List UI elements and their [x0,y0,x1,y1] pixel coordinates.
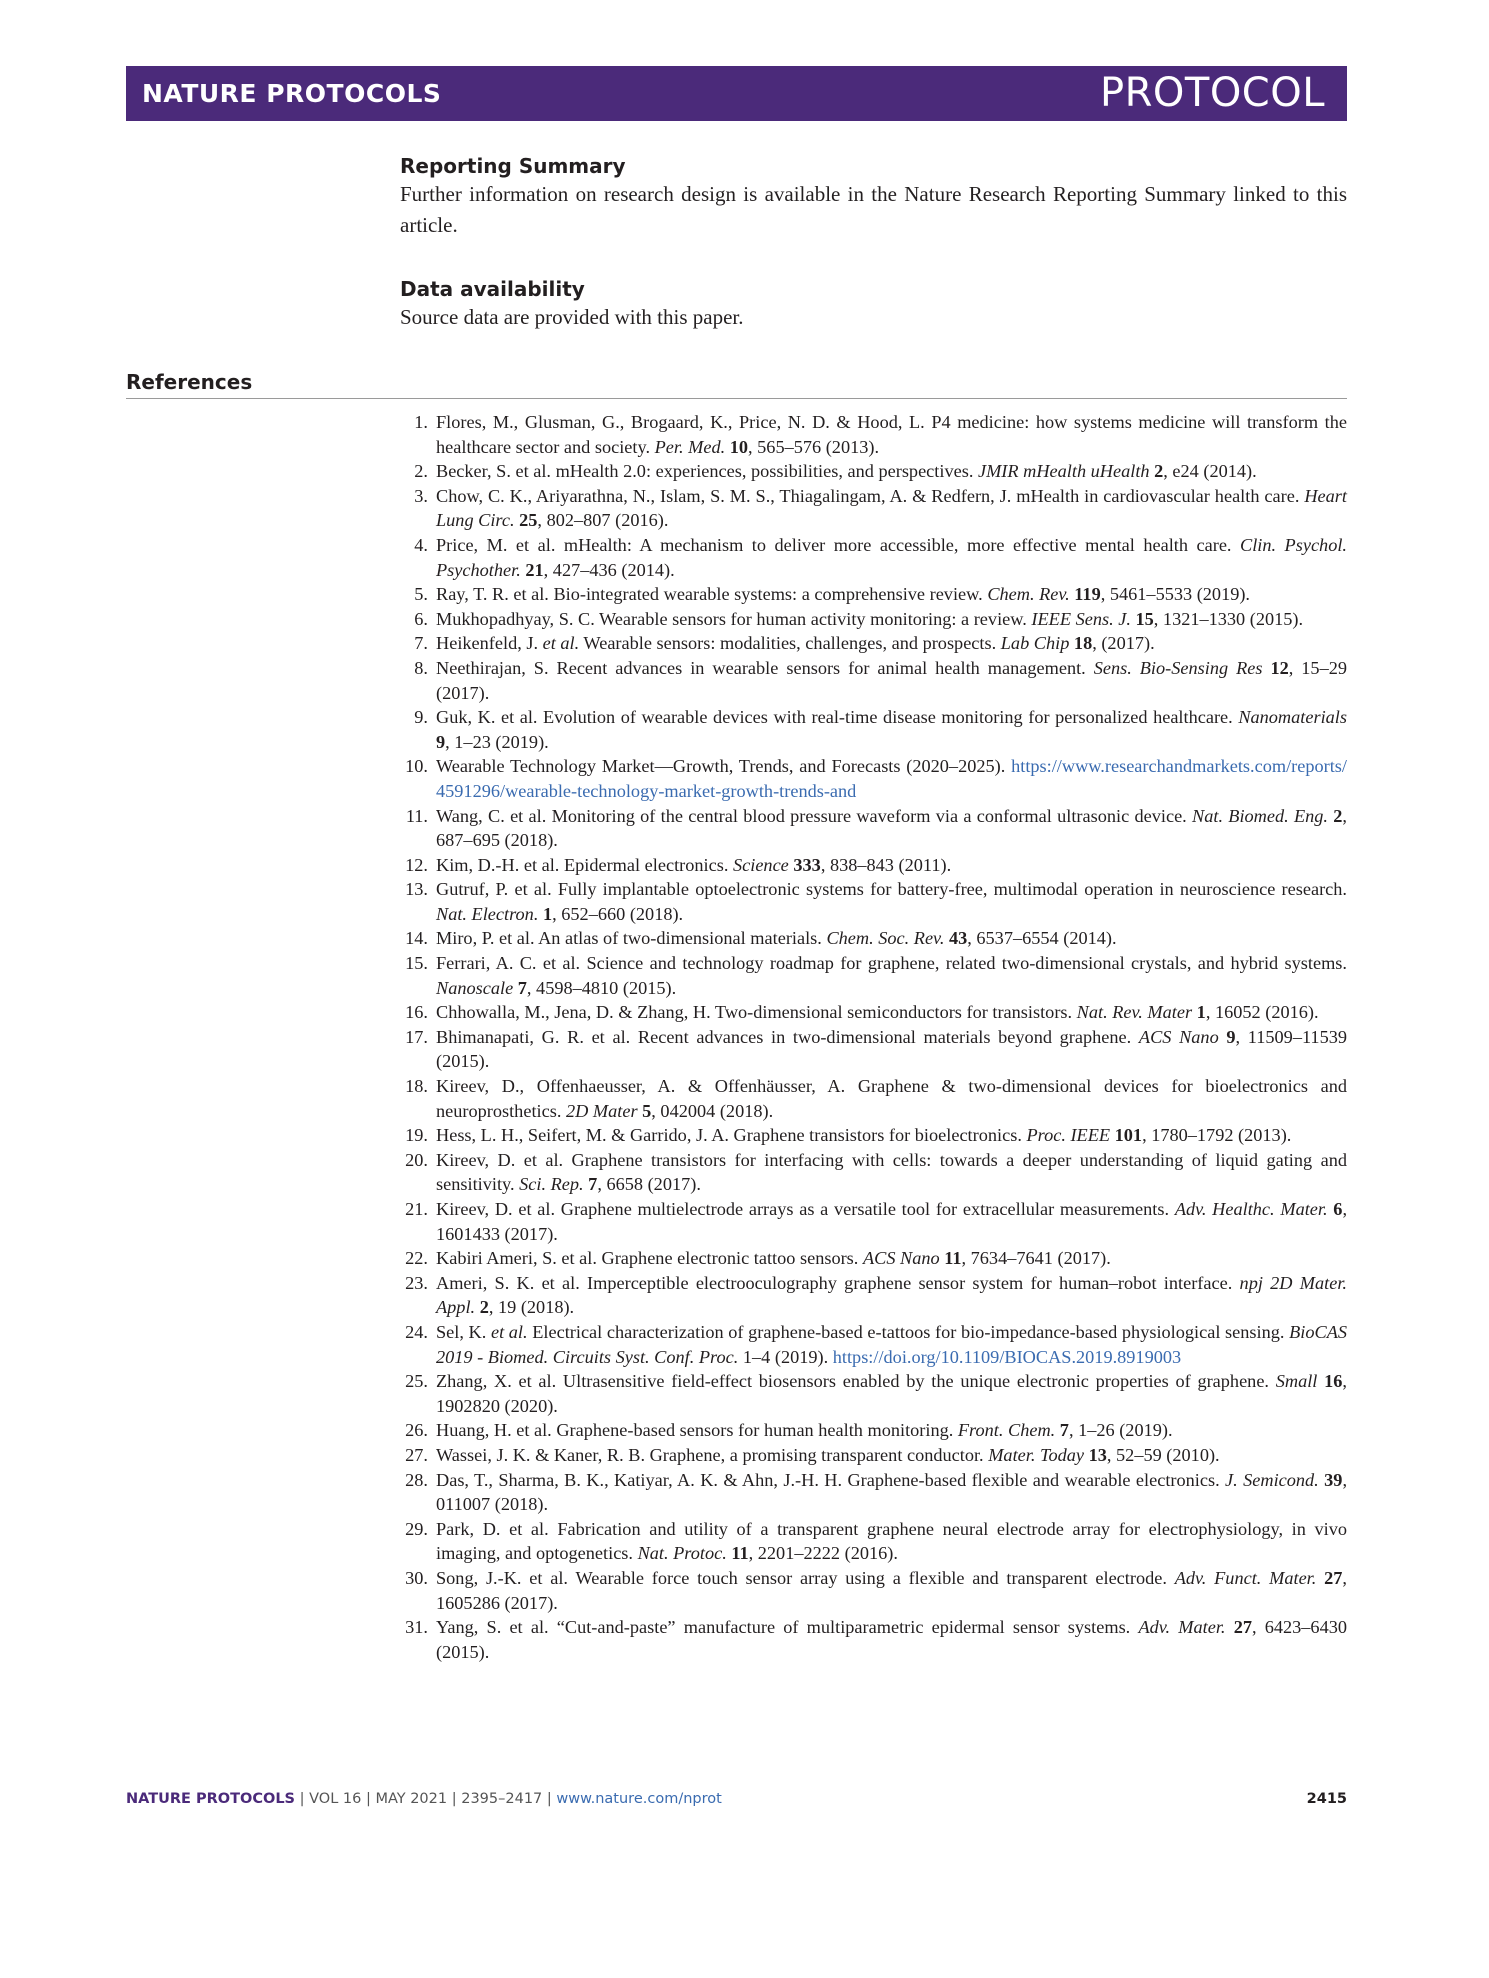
reference-text: , 011007 (2018). [436,1469,1348,1515]
reference-item [400,1197,1347,1246]
reference-italic-text: Small [1275,1371,1318,1392]
footer-url-link[interactable]: www.nature.com/nprot [556,1791,722,1807]
footer-issue: | VOL 16 | MAY 2021 | 2395–2417 | [295,1791,557,1807]
reference-text: , 5461–5533 (2019). [1100,584,1251,605]
reference-item [400,1418,1347,1443]
reference-text: , 1902820 (2020). [436,1371,1347,1416]
reference-text: , 1780–1792 (2013). [1142,1125,1292,1146]
reference-italic-text: J. Semicond. [1225,1469,1319,1490]
reference-italic-text: 2D Mater [565,1100,638,1121]
reference-number: 16. [405,1002,428,1023]
reference-text: Guk, K. et al. Evolution of wearable devices with real-time disease monitoring for personalized healthcare. [436,707,1239,728]
reference-item [400,582,1347,607]
reference-text: , 1601433 (2017). [436,1199,1348,1244]
reference-italic-text: Adv. Healthc. Mater. [1174,1199,1328,1219]
reference-italic-text: Mater. Today [988,1444,1085,1465]
reference-italic-text: Nanomaterials [1238,707,1347,728]
reference-number: 5. [414,584,428,605]
reference-number: 19. [405,1125,428,1146]
reference-number: 23. [405,1272,428,1293]
reference-item [400,1320,1347,1369]
reference-item [400,1000,1347,1025]
reference-text: , 1321–1330 (2015). [1153,608,1304,629]
reference-volume: 9 [436,731,446,752]
reference-text: , 838–843 (2011). [820,854,952,875]
reference-item [400,1566,1347,1615]
references-heading: References [126,370,253,394]
reference-number: 9. [414,707,428,728]
reference-item [400,533,1347,582]
reference-number: 7. [414,633,428,654]
reference-volume: 18 [1073,633,1093,654]
reference-volume: 119 [1074,584,1101,605]
reference-volume: 11 [731,1543,749,1564]
reference-text: Ray, T. R. et al. Bio-integrated wearable systems: a comprehensive review. [436,584,988,605]
reference-item [400,705,1347,754]
reference-number: 29. [405,1518,428,1539]
reporting-summary-section [400,153,1347,241]
reference-text: Mukhopadhyay, S. C. Wearable sensors for human activity monitoring: a review. [436,608,1032,629]
reference-number: 15. [405,953,428,974]
data-availability-text: Source data are provided with this paper. [400,305,744,329]
reference-text: Kireev, D. et al. Graphene transistors for interfacing with cells: towards a deeper understanding of liquid gating and sensitivity. [436,1149,1347,1195]
reference-number: 11. [405,805,428,826]
reference-text: Chow, C. K., Ariyarathna, N., Islam, S. M. S., Thiagalingam, A. & Redfern, J. mHealth in cardiovascular health care. [436,485,1305,506]
reference-volume: 9 [1226,1026,1236,1047]
reference-text: Wearable Technology Market—Growth, Trends, and Forecasts (2020–2025). [436,756,1012,777]
reference-italic-text: Chem. Rev. [987,584,1070,605]
reference-text: Song, J.-K. et al. Wearable force touch sensor array using a flexible and transparent electrode. [436,1567,1175,1588]
reporting-summary-text: Further information on research design is available in the Nature Research Reporting Summary linked to this article. [400,182,1347,237]
reference-item [400,1025,1347,1074]
reference-volume: 101 [1114,1125,1143,1146]
reference-volume: 39 [1324,1469,1343,1490]
reference-number: 3. [414,485,428,506]
page-number: 2415 [1306,1791,1347,1807]
reference-text: , 042004 (2018). [651,1100,774,1121]
reference-text: Huang, H. et al. Graphene-based sensors for human health monitoring. [436,1420,958,1441]
reference-italic-text: Adv. Mater. [1138,1617,1226,1638]
reference-italic-text: Per. Med. [654,436,726,457]
reference-volume: 2 [1154,461,1164,482]
reference-italic-text: npj 2D Mater. Appl. [436,1272,1347,1318]
footer-journal: NATURE PROTOCOLS [126,1791,296,1807]
reference-text: Ferrari, A. C. et al. Science and technology roadmap for graphene, related two-dimensional crystals, and hybrid systems. [436,953,1347,974]
reference-text [1316,1568,1324,1588]
footer-citation [126,1791,722,1807]
reference-italic-text: ACS Nano [862,1248,940,1269]
reference-number: 2. [414,461,428,482]
reference-text: Sel, K. [436,1321,491,1342]
reference-text: , 16052 (2016). [1205,1002,1319,1023]
reference-text: , 52–59 (2010). [1106,1444,1220,1465]
reference-volume: 333 [793,854,821,875]
reference-item [400,877,1347,926]
reference-text: , 6537–6554 (2014). [967,928,1117,949]
reference-item [400,1443,1347,1468]
reference-italic-text: Lab Chip [1000,633,1070,654]
reference-text: , 802–807 (2016). [537,510,669,531]
reference-italic-text: Nanoscale [436,977,514,998]
reference-italic-text: et al. [542,633,580,654]
reference-italic-text: Nat. Electron. [436,903,539,924]
reference-link[interactable]: https://doi.org/10.1109/BIOCAS.2019.8919003 [832,1346,1182,1367]
reference-volume: 25 [519,510,538,531]
reference-volume: 2 [1333,805,1343,826]
page-footer [126,1788,1347,1812]
reference-number: 1. [414,412,428,432]
reference-number: 6. [414,608,428,629]
reference-text: Flores, M., Glusman, G., Brogaard, K., Price, N. D. & Hood, L. P4 medicine: how systems medicine will transform the healthcare sector and society. [436,412,1347,457]
reference-number: 30. [405,1567,428,1588]
journal-banner [126,66,1347,121]
data-availability-heading: Data availability [400,277,585,301]
reference-item [400,607,1347,632]
reference-number: 22. [405,1248,428,1269]
reference-text: Wearable sensors: modalities, challenges, and prospects. [579,633,1001,654]
reference-text: Kabiri Ameri, S. et al. Graphene electronic tattoo sensors. [436,1248,863,1269]
reference-volume: 7 [588,1174,598,1195]
reference-item [400,459,1347,484]
reference-text: , 1605286 (2017). [436,1567,1347,1613]
reference-italic-text: Proc. IEEE [1026,1125,1111,1146]
reference-text: Das, T., Sharma, B. K., Katiyar, A. K. & Ahn, J.-H. H. Graphene-based flexible and wearable electronics. [436,1469,1226,1490]
reference-item [400,754,1347,803]
reference-italic-text: Nat. Biomed. Eng. [1192,805,1328,826]
reference-number: 4. [414,534,428,555]
reference-text: , (2017). [1092,633,1155,654]
reference-volume: 13 [1088,1444,1107,1465]
reference-italic-text: Front. Chem. [957,1420,1056,1441]
reference-volume: 21 [525,559,544,580]
reference-volume: 10 [729,436,749,457]
reference-text: , 15–29 (2017). [436,657,1347,703]
reference-text: , e24 (2014). [1163,461,1257,482]
reference-volume: 11 [944,1248,962,1269]
reference-volume: 1 [1196,1002,1206,1023]
reference-text: , 565–576 (2013). [748,436,880,457]
reporting-summary-heading: Reporting Summary [400,154,626,178]
reference-text: Wang, C. et al. Monitoring of the central blood pressure waveform via a conformal ultrasonic device. [436,805,1193,826]
reference-text: , 7634–7641 (2017). [961,1248,1111,1269]
reference-italic-text: Science [732,854,789,875]
reference-text: Chhowalla, M., Jena, D. & Zhang, H. Two-dimensional semiconductors for transistors. [436,1002,1077,1023]
reference-text: Heikenfeld, J. [436,633,543,654]
reference-item [400,853,1347,878]
reference-link[interactable]: https://www.researchandmarkets.com/reports/4591296/wearable-technology-market-growth-trends-and [436,756,1347,801]
reference-text: Yang, S. et al. “Cut-and-paste” manufacture of multiparametric epidermal sensor systems. [436,1617,1139,1638]
reference-item [400,1369,1347,1418]
reference-text: Kireev, D. et al. Graphene multielectrode arrays as a versatile tool for extracellular measurements. [436,1199,1175,1219]
reference-number: 20. [405,1149,428,1170]
reference-number: 13. [405,879,428,900]
reference-number: 28. [405,1469,428,1490]
reference-text: Kim, D.-H. et al. Epidermal electronics. [436,854,733,875]
reference-number: 8. [414,657,428,678]
reference-item [400,1517,1347,1566]
reference-number: 27. [405,1444,428,1465]
reference-volume: 2 [479,1297,489,1318]
reference-text: Electrical characterization of graphene-based e-tattoos for bio-impedance-based physiological sensing. [527,1321,1290,1342]
reference-number: 14. [405,928,428,949]
reference-text: Park, D. et al. Fabrication and utility of a transparent graphene neural electrode array for electrophysiology, in vivo imaging, and optogenetics. [436,1518,1347,1564]
reference-italic-text: Heart Lung Circ. [436,485,1347,531]
reference-volume: 27 [1233,1617,1252,1638]
reference-number: 24. [405,1321,428,1342]
data-availability-section [400,276,1347,333]
reference-text: Bhimanapati, G. R. et al. Recent advances in two-dimensional materials beyond graphene. [436,1026,1139,1047]
reference-text: Miro, P. et al. An atlas of two-dimensional materials. [436,928,827,949]
reference-text: , 652–660 (2018). [552,903,684,924]
reference-text: Zhang, X. et al. Ultrasensitive field-effect biosensors enabled by the unique electronic properties of graphene. [436,1371,1276,1392]
reference-text: , 2201–2222 (2016). [748,1543,898,1564]
reference-volume: 12 [1270,657,1289,678]
reference-text: , 4598–4810 (2015). [526,977,677,998]
reference-item [400,1246,1347,1271]
reference-item [400,1468,1347,1517]
reference-volume: 7 [517,977,527,998]
reference-text: Price, M. et al. mHealth: A mechanism to deliver more accessible, more effective mental health care. [436,534,1240,555]
reference-volume: 6 [1333,1199,1343,1219]
reference-text [1226,1617,1234,1637]
reference-text: , 1–26 (2019). [1068,1420,1173,1441]
reference-volume: 7 [1059,1420,1069,1441]
reference-italic-text: Sens. Bio-Sensing Res [1093,657,1263,678]
reference-italic-text: Nat. Rev. Mater [1076,1002,1193,1023]
reference-number: 31. [405,1617,428,1638]
reference-italic-text: IEEE Sens. J. [1031,608,1131,629]
reference-item [400,951,1347,1000]
reference-text: Gutruf, P. et al. Fully implantable optoelectronic systems for battery-free, multimodal operation in neuroscience research. [436,879,1347,900]
reference-volume: 1 [542,903,553,924]
reference-item [400,484,1347,533]
reference-text: , 6423–6430 (2015). [436,1617,1347,1662]
reference-text: Ameri, S. K. et al. Imperceptible electrooculography graphene sensor system for human–robot interface. [436,1272,1240,1293]
reference-italic-text: Sci. Rep. [519,1174,584,1195]
reference-italic-text: Nat. Protoc. [637,1543,727,1564]
reference-text: Becker, S. et al. mHealth 2.0: experiences, possibilities, and perspectives. [436,461,978,482]
reference-text: , 687–695 (2018). [436,805,1347,851]
reference-italic-text: Clin. Psychol. Psychother. [436,534,1347,580]
reference-item [400,656,1347,705]
reference-italic-text: Chem. Soc. Rev. [826,928,945,949]
reference-text: , 6658 (2017). [597,1174,701,1195]
reference-text: Wassei, J. K. & Kaner, R. B. Graphene, a promising transparent conductor. [436,1444,989,1465]
reference-italic-text: et al. [490,1321,528,1342]
reference-volume: 27 [1324,1567,1343,1588]
reference-item [400,1123,1347,1148]
reference-number: 10. [405,756,428,777]
reference-text: 1–4 (2019). [738,1346,833,1367]
reference-volume: 15 [1135,608,1154,629]
reference-number: 18. [405,1076,428,1097]
reference-item [400,1271,1347,1320]
references-divider [126,398,1347,399]
reference-text: , 1–23 (2019). [445,731,549,752]
reference-italic-text: BioCAS 2019 - Biomed. Circuits Syst. Conf. Proc. [436,1321,1347,1367]
reference-number: 17. [405,1026,428,1047]
reference-item [400,631,1347,656]
reference-number: 21. [405,1199,428,1219]
reference-volume: 5 [642,1100,652,1121]
reference-item [400,1615,1347,1664]
article-type: PROTOCOL [1099,70,1325,116]
reference-number: 25. [405,1371,428,1392]
reference-item [400,804,1347,853]
references-list [400,410,1347,1664]
reference-text: Neethirajan, S. Recent advances in wearable sensors for animal health management. [436,657,1094,678]
reference-number: 12. [405,854,428,875]
reference-item [400,1148,1347,1197]
reference-item [400,926,1347,951]
reference-item [400,1074,1347,1123]
reference-volume: 43 [948,928,968,949]
reference-italic-text: ACS Nano [1138,1026,1219,1047]
reference-item [400,410,1347,459]
journal-name: NATURE PROTOCOLS [142,79,442,108]
reference-number: 26. [405,1420,428,1441]
reference-text: , 19 (2018). [488,1297,575,1318]
reference-text: Hess, L. H., Seifert, M. & Garrido, J. A. Graphene transistors for bioelectronics. [436,1125,1027,1146]
reference-text: , 11509–11539 (2015). [436,1026,1347,1072]
reference-italic-text: JMIR mHealth uHealth [977,461,1150,482]
reference-volume: 16 [1324,1371,1343,1392]
reference-italic-text: Adv. Funct. Mater. [1174,1567,1317,1588]
reference-text: , 427–436 (2014). [543,559,675,580]
reference-text: Kireev, D., Offenhaeusser, A. & Offenhäusser, A. Graphene & two-dimensional devices for bioelectronics and neuroprosthetics. [436,1076,1347,1121]
